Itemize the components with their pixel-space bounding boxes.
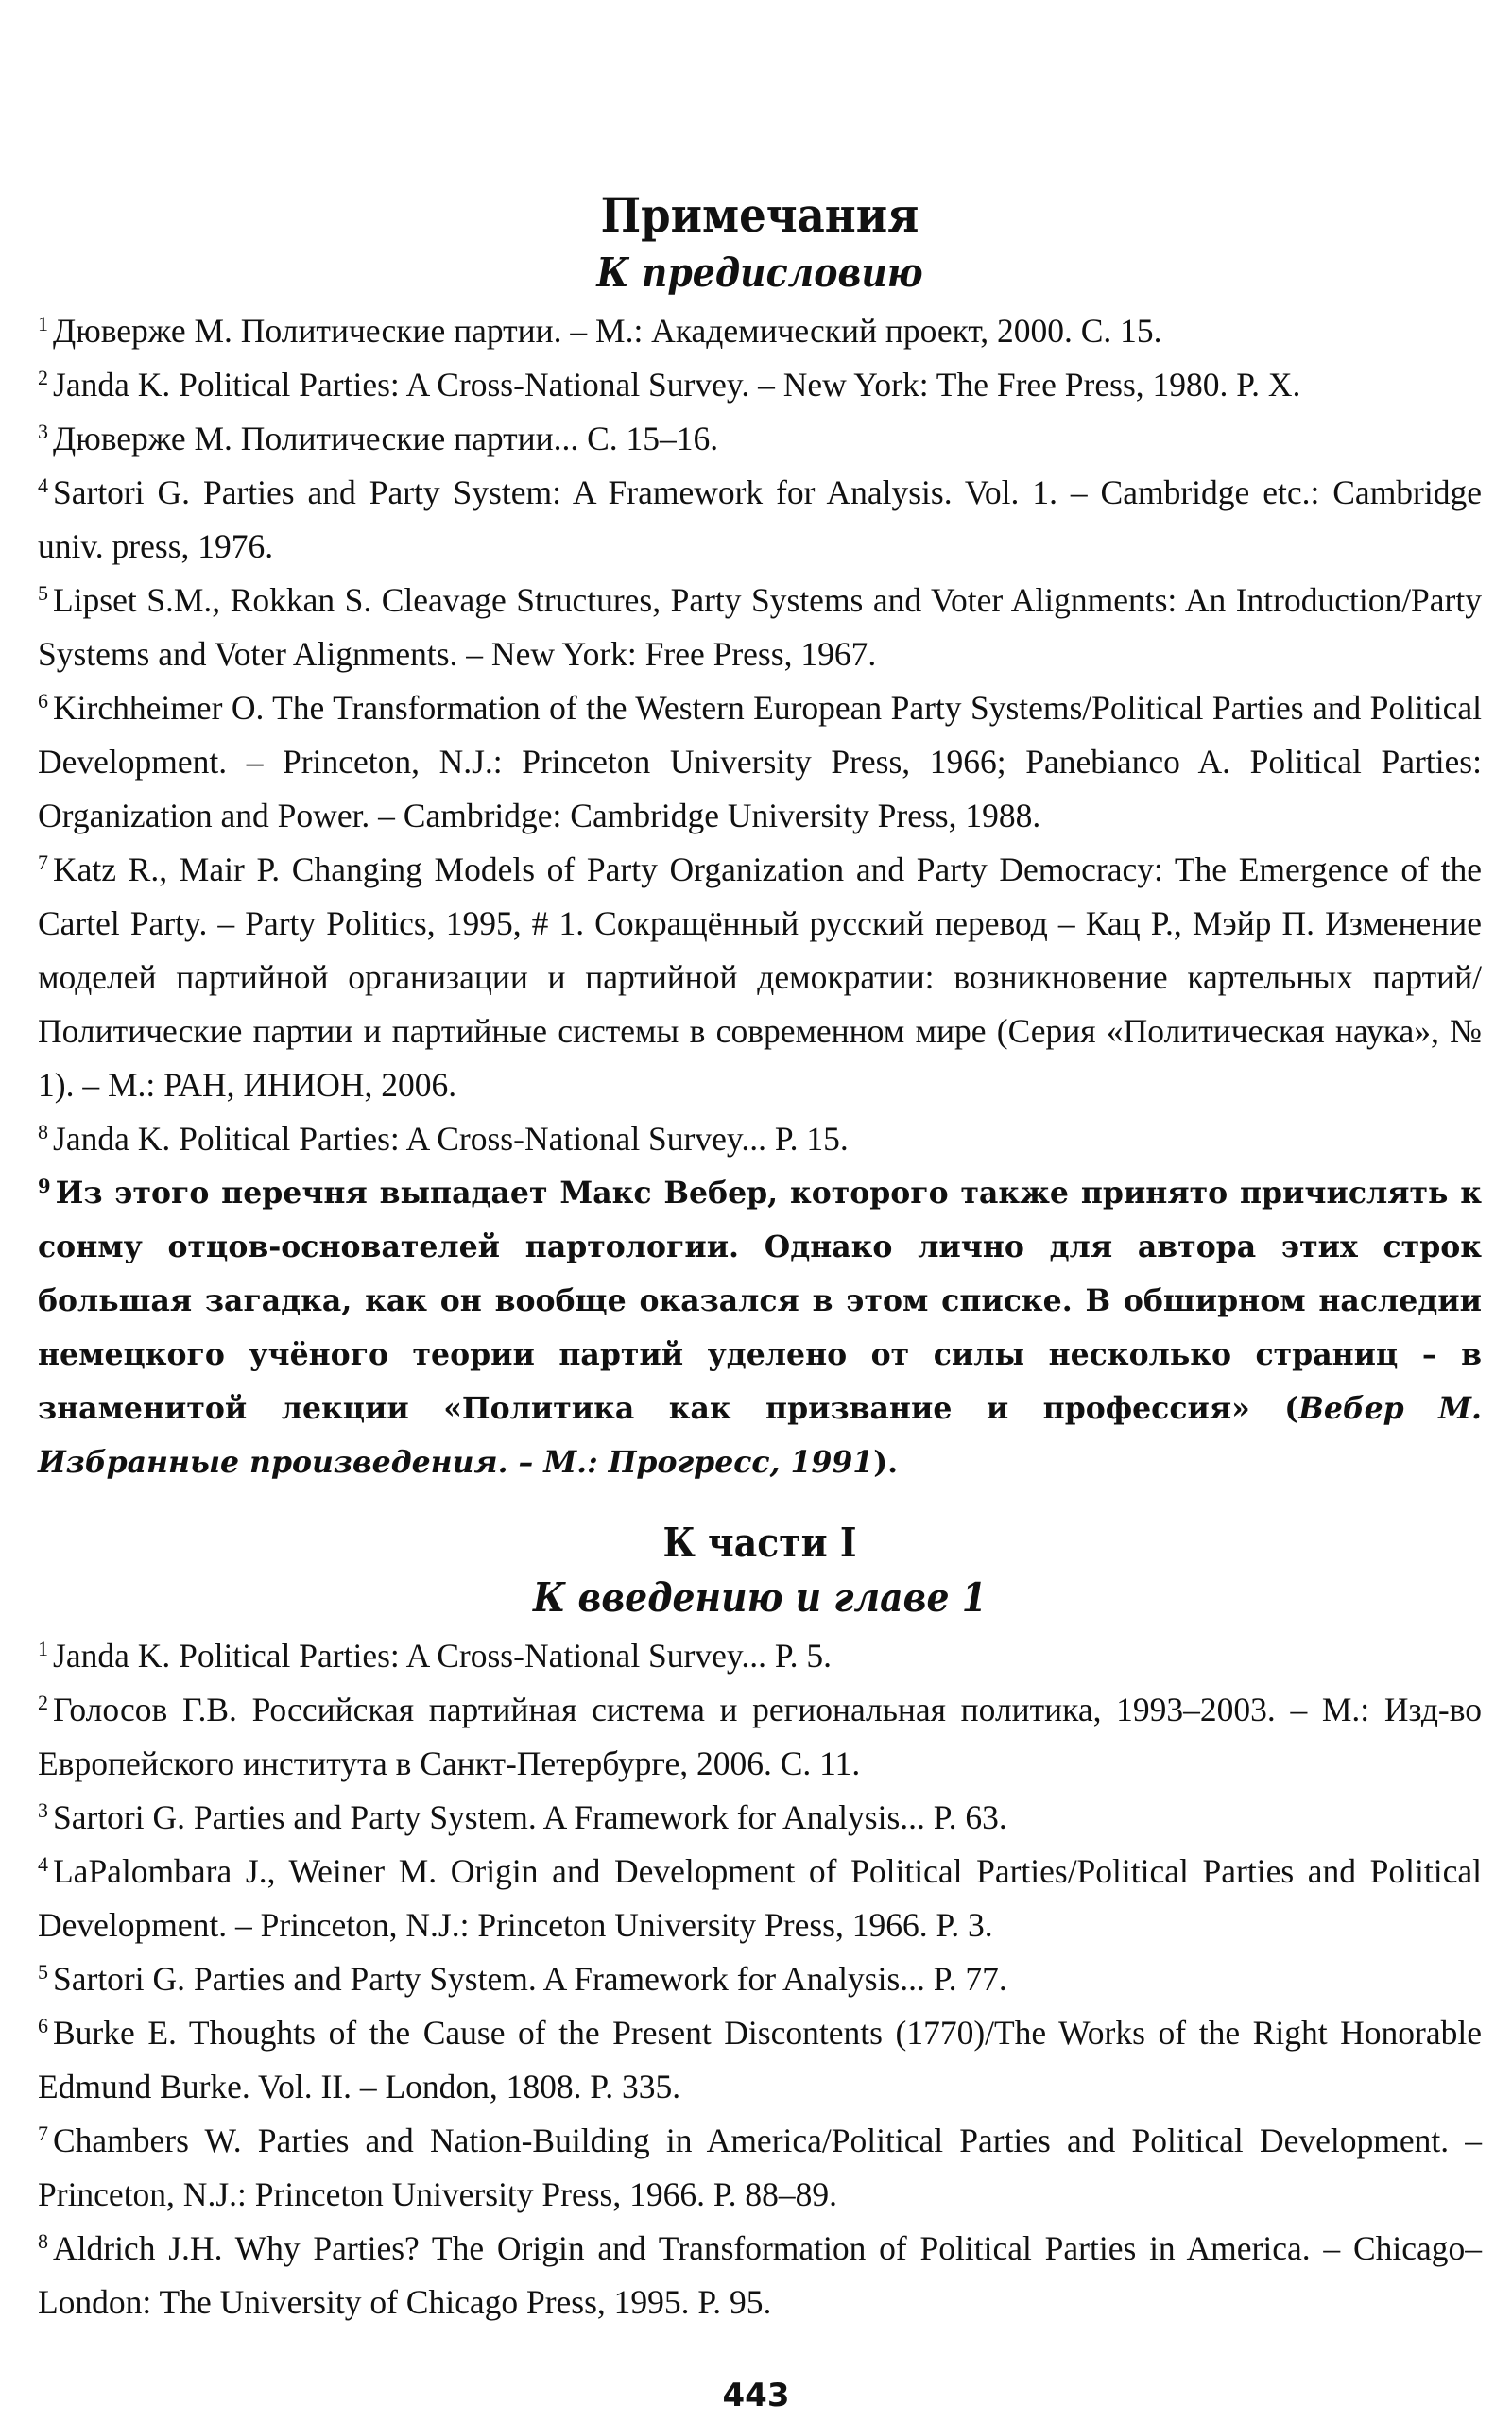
note-number: 9	[38, 1176, 51, 1198]
note-item	[38, 412, 1482, 466]
note-number: 8	[38, 2228, 48, 2253]
note-item-weber	[38, 1166, 1482, 1489]
note-text: Из этого перечня выпадает Макс Вебер, которого также принято причислять к сонму отцов-основателей партологии. Однако лично для автора этих строк большая загадка, как он вообще оказался в этом списке. В обширном наследии немецкого учёного теории партий уделено от силы несколько страниц – в знаменитой лекции «Политика как призвание и профессия» (	[38, 1176, 1482, 1426]
note-number: 1	[38, 311, 48, 335]
note-number: 7	[38, 850, 48, 874]
note-number: 3	[38, 1797, 48, 1822]
notes-preface-list	[38, 304, 1482, 1489]
section-heading-preface: К предисловию	[596, 249, 923, 296]
note-text: Burke E. Thoughts of the Cause of the Present Discontents (1770)/The Works of the Right Honorable Edmund Burke. Vol. II. – London, 1808. P. 335.	[38, 2014, 1482, 2105]
notes-part1-list	[38, 1629, 1482, 2329]
page-title: Примечания	[600, 187, 919, 243]
note-text: Janda K. Political Parties: A Cross-National Survey... P. 15.	[53, 1120, 849, 1158]
note-text: Aldrich J.H. Why Parties? The Origin and Transformation of Political Parties in America. – Chicago–London: The University of Chicago Press, 1995. P. 95.	[38, 2229, 1482, 2321]
note-item	[38, 1845, 1482, 1952]
note-item	[38, 574, 1482, 681]
note-text: Дюверже М. Политические партии... С. 15–16.	[53, 420, 719, 457]
note-text: Lipset S.M., Rokkan S. Cleavage Structures, Party Systems and Voter Alignments: An Introduction/Party Systems and Voter Alignments. – New York: Free Press, 1967.	[38, 581, 1482, 673]
note-number: 3	[38, 419, 48, 443]
note-number: 6	[38, 2013, 48, 2037]
note-text: Sartori G. Parties and Party System. A Framework for Analysis... P. 63.	[53, 1798, 1007, 1836]
note-item	[38, 2222, 1482, 2329]
note-number: 2	[38, 1690, 48, 1714]
page-content	[38, 185, 1482, 2329]
note-item	[38, 681, 1482, 843]
note-item	[38, 2114, 1482, 2222]
note-item	[38, 358, 1482, 412]
note-number: 4	[38, 1851, 48, 1876]
note-text: Chambers W. Parties and Nation-Building in America/Political Parties and Political Development. – Princeton, N.J.: Princeton University Press, 1966. P. 88–89.	[38, 2122, 1482, 2213]
note-number: 5	[38, 1959, 48, 1984]
note-item	[38, 1629, 1482, 1683]
note-number: 7	[38, 2121, 48, 2145]
note-text-tail: ).	[873, 1445, 899, 1480]
note-text: Janda K. Political Parties: A Cross-National Survey. – New York: The Free Press, 1980. P. X.	[53, 366, 1301, 404]
note-item	[38, 466, 1482, 574]
note-number: 5	[38, 580, 48, 605]
note-text: Janda K. Political Parties: A Cross-National Survey... P. 5.	[53, 1637, 833, 1675]
note-item	[38, 1683, 1482, 1791]
section-subheading-intro: К введению и главе 1	[532, 1574, 988, 1621]
note-text: Katz R., Mair P. Changing Models of Party Organization and Party Democracy: The Emergence of the Cartel Party. – Party Politics, 1995, # 1. Сокращённый русский перевод – Кац Р., Мэйр П. Изменение моделей партийной организации и партийной демократии: возникновение картельных партий/Политические партии и партийные системы в современном мире (Серия «Политическая наука», № 1). – М.: РАН, ИНИОН, 2006.	[38, 851, 1482, 1104]
note-citation-italic: Вебер М. Избранные произведения. – М.: Прогресс, 1991	[38, 1391, 1482, 1480]
note-text: Голосов Г.В. Российская партийная система и региональная политика, 1993–2003. – М.: Изд-во Европейского института в Санкт-Петербурге, 2006. С. 11.	[38, 1691, 1482, 1782]
note-number: 1	[38, 1636, 48, 1660]
note-item	[38, 304, 1482, 358]
note-number: 6	[38, 688, 48, 713]
note-item	[38, 2006, 1482, 2114]
page-number: 443	[722, 2377, 790, 2414]
note-text: Sartori G. Parties and Party System. A Framework for Analysis... P. 77.	[53, 1960, 1007, 1998]
note-number: 8	[38, 1119, 48, 1143]
note-number: 2	[38, 365, 48, 389]
note-item	[38, 843, 1482, 1112]
note-number: 4	[38, 473, 48, 497]
note-text: Sartori G. Parties and Party System: A Framework for Analysis. Vol. 1. – Cambridge etc.: Cambridge univ. press, 1976.	[38, 473, 1482, 565]
note-item	[38, 1112, 1482, 1166]
note-text: LaPalombara J., Weiner M. Origin and Development of Political Parties/Political Parties and Political Development. – Princeton, N.J.: Princeton University Press, 1966. P. 3.	[38, 1852, 1482, 1944]
note-item	[38, 1791, 1482, 1845]
section-heading-part1: К части I	[662, 1520, 857, 1566]
note-text: Дюверже М. Политические партии. – М.: Академический проект, 2000. С. 15.	[53, 312, 1162, 350]
note-item	[38, 1952, 1482, 2006]
note-text: Kirchheimer O. The Transformation of the Western European Party Systems/Political Parties and Political Development. – Princeton, N.J.: Princeton University Press, 1966; Panebianco A. Political Parties: Organization and Power. – Cambridge: Cambridge University Press, 1988.	[38, 689, 1482, 834]
